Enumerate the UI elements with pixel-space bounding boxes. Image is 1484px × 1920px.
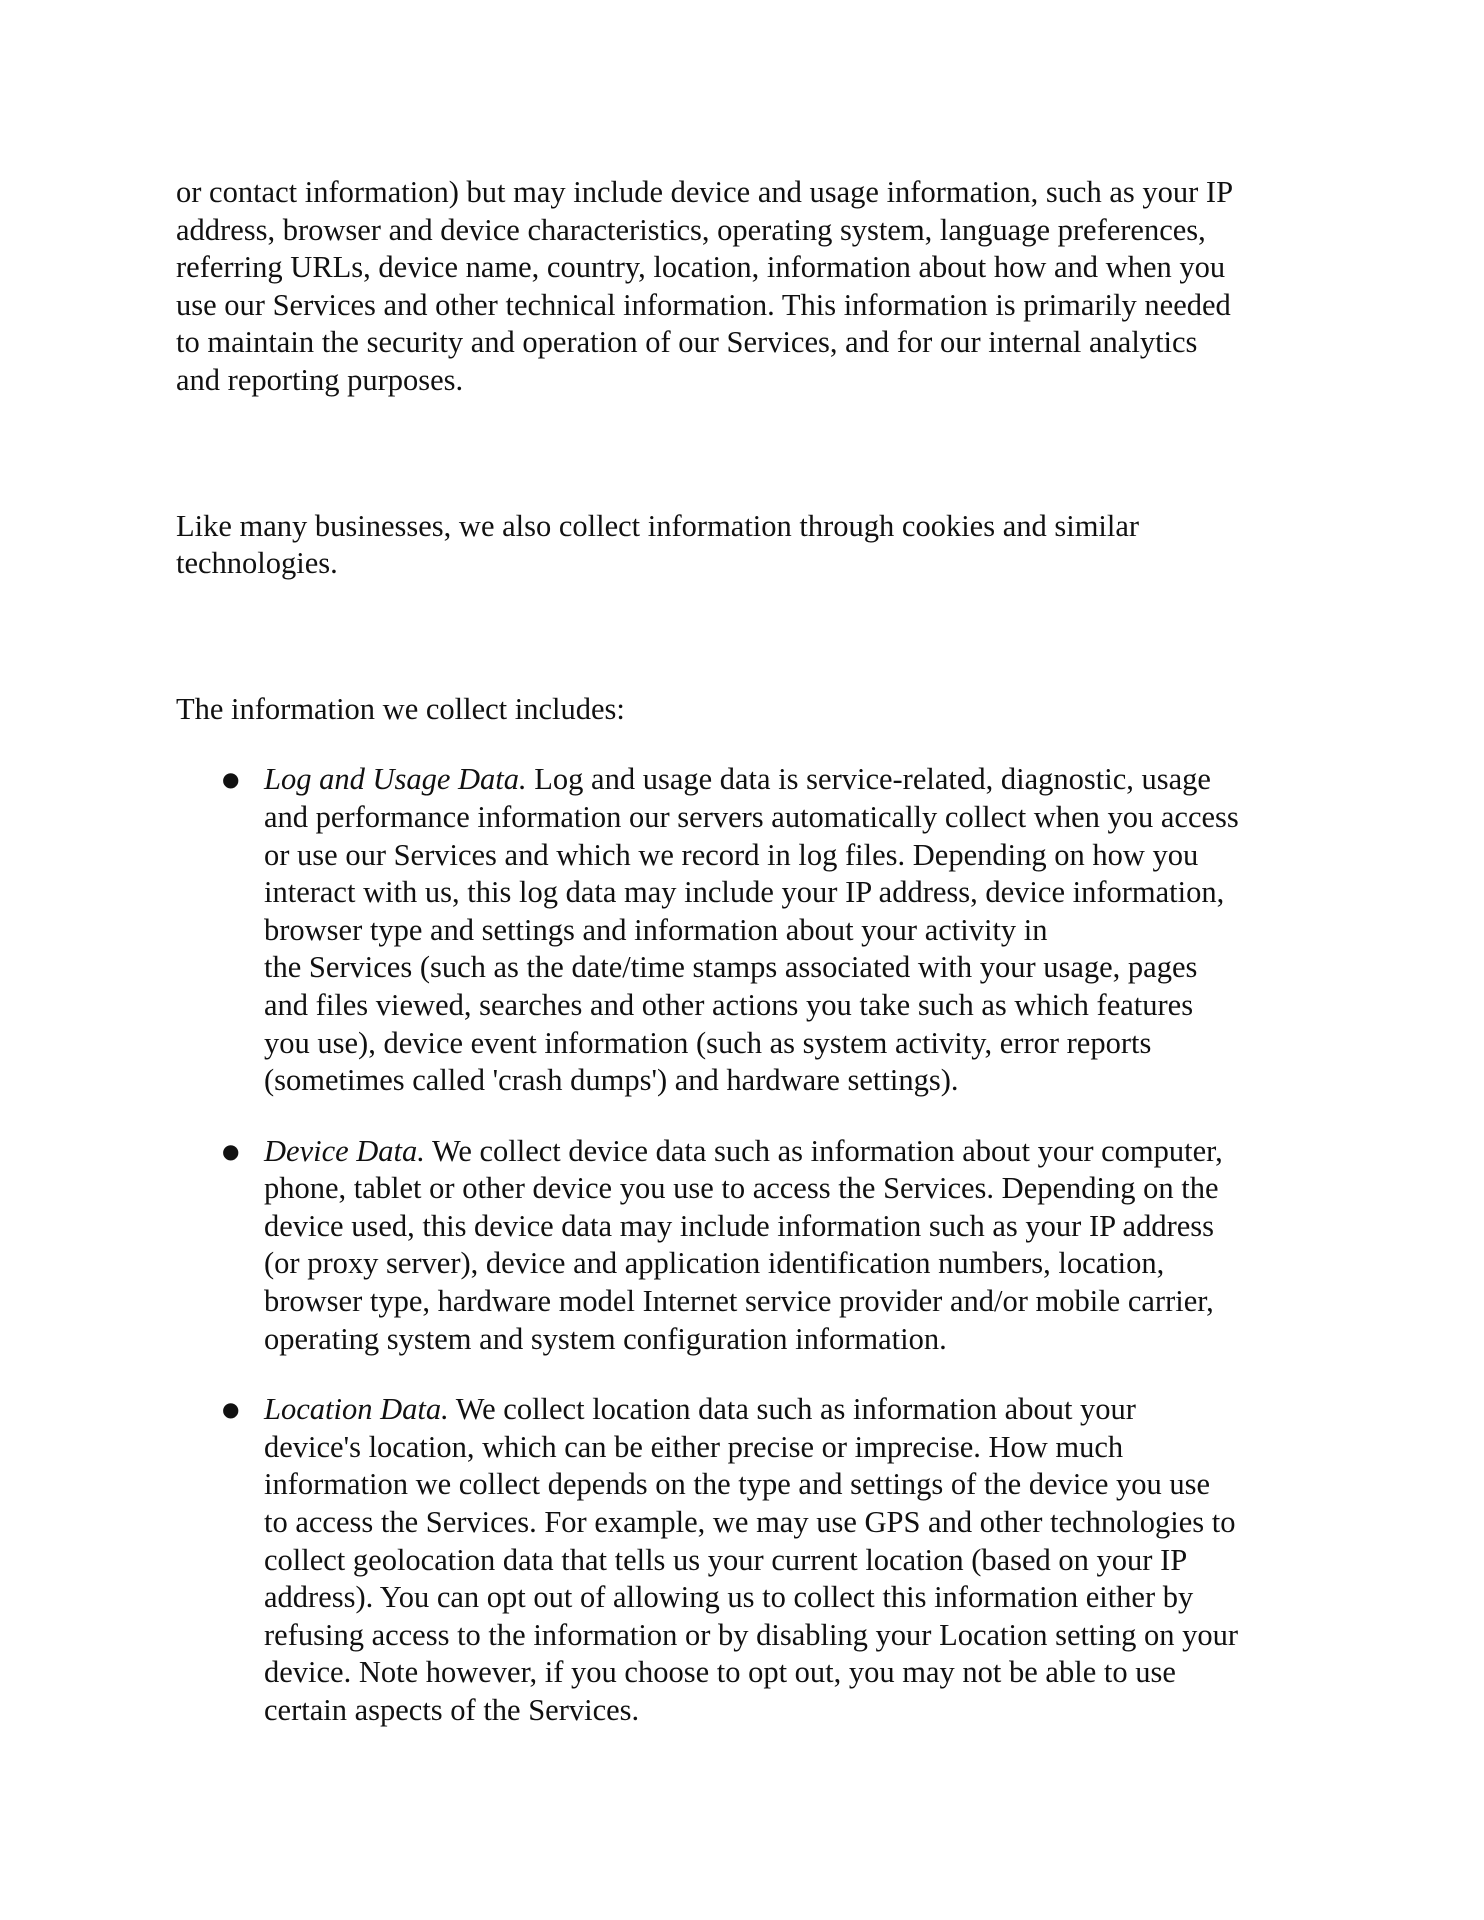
paragraph-device-usage-info xyxy=(176,174,1326,400)
bullet-icon: ● xyxy=(222,767,240,792)
text-line: device's location, which can be either precise or imprecise. How much xyxy=(264,1429,1124,1464)
text-fragment: We collect device data such as information about your computer, xyxy=(424,1133,1223,1168)
text-line: and files viewed, searches and other actions you take such as which features xyxy=(264,987,1194,1022)
text-line: Like many businesses, we also collect information through cookies and similar xyxy=(176,508,1140,543)
bullet-icon: ● xyxy=(222,1138,240,1163)
text-line: device used, this device data may include information such as your IP address xyxy=(264,1208,1215,1243)
text-line: browser type, hardware model Internet service provider and/or mobile carrier, xyxy=(264,1284,1214,1319)
text-line: the Services (such as the date/time stamps associated with your usage, pages xyxy=(264,950,1198,985)
collected-info-list xyxy=(176,761,1326,1729)
text-line: device. Note however, if you choose to opt out, you may not be able to use xyxy=(264,1655,1176,1690)
text-line xyxy=(264,1133,1326,1171)
text-line: address). You can opt out of allowing us to collect this information either by xyxy=(264,1580,1194,1615)
term-label: Device Data. xyxy=(264,1133,425,1168)
text-line: browser type and settings and information about your activity in xyxy=(264,912,1048,947)
text-line xyxy=(264,761,1326,799)
paragraph-intro-list: The information we collect includes: xyxy=(176,691,625,726)
text-line: address, browser and device characteristics, operating system, language preferences, xyxy=(176,212,1206,247)
text-line: (sometimes called 'crash dumps') and hardware settings). xyxy=(264,1063,959,1098)
text-line: phone, tablet or other device you use to access the Services. Depending on the xyxy=(264,1171,1219,1206)
text-line: you use), device event information (such as system activity, error reports xyxy=(264,1025,1152,1060)
text-line: refusing access to the information or by disabling your Location setting on your xyxy=(264,1617,1239,1652)
text-line: (or proxy server), device and application identification numbers, location, xyxy=(264,1246,1165,1281)
text-fragment: Log and usage data is service-related, diagnostic, usage xyxy=(526,762,1211,797)
text-line: to access the Services. For example, we may use GPS and other technologies to xyxy=(264,1505,1236,1540)
text-line: to maintain the security and operation of our Services, and for our internal analytics xyxy=(176,325,1198,360)
text-line: information we collect depends on the type and settings of the device you use xyxy=(264,1467,1211,1502)
text-line: certain aspects of the Services. xyxy=(264,1693,640,1727)
text-line: technologies. xyxy=(176,546,338,581)
text-line: referring URLs, device name, country, location, information about how and when you xyxy=(176,250,1226,285)
list-item-log-usage-data xyxy=(176,761,1326,1099)
text-line: or contact information) but may include device and usage information, such as your IP xyxy=(176,175,1234,209)
term-label: Log and Usage Data. xyxy=(264,762,527,797)
text-line: and reporting purposes. xyxy=(176,362,464,397)
text-fragment: We collect location data such as information about your xyxy=(448,1392,1136,1427)
paragraph-cookies xyxy=(176,508,1326,583)
list-item-location-data xyxy=(176,1391,1326,1729)
text-line: interact with us, this log data may include your IP address, device information, xyxy=(264,875,1225,910)
text-line: and performance information our servers automatically collect when you access xyxy=(264,799,1239,834)
document-page xyxy=(176,174,1326,1730)
bullet-icon: ● xyxy=(222,1397,240,1422)
term-label: Location Data. xyxy=(264,1392,449,1427)
text-line: collect geolocation data that tells us your current location (based on your IP xyxy=(264,1542,1188,1577)
text-line xyxy=(264,1391,1326,1429)
text-line: or use our Services and which we record in log files. Depending on how you xyxy=(264,837,1199,872)
text-line: use our Services and other technical information. This information is primarily needed xyxy=(176,287,1231,322)
list-item-device-data xyxy=(176,1133,1326,1359)
text-line: operating system and system configuration information. xyxy=(264,1321,947,1356)
